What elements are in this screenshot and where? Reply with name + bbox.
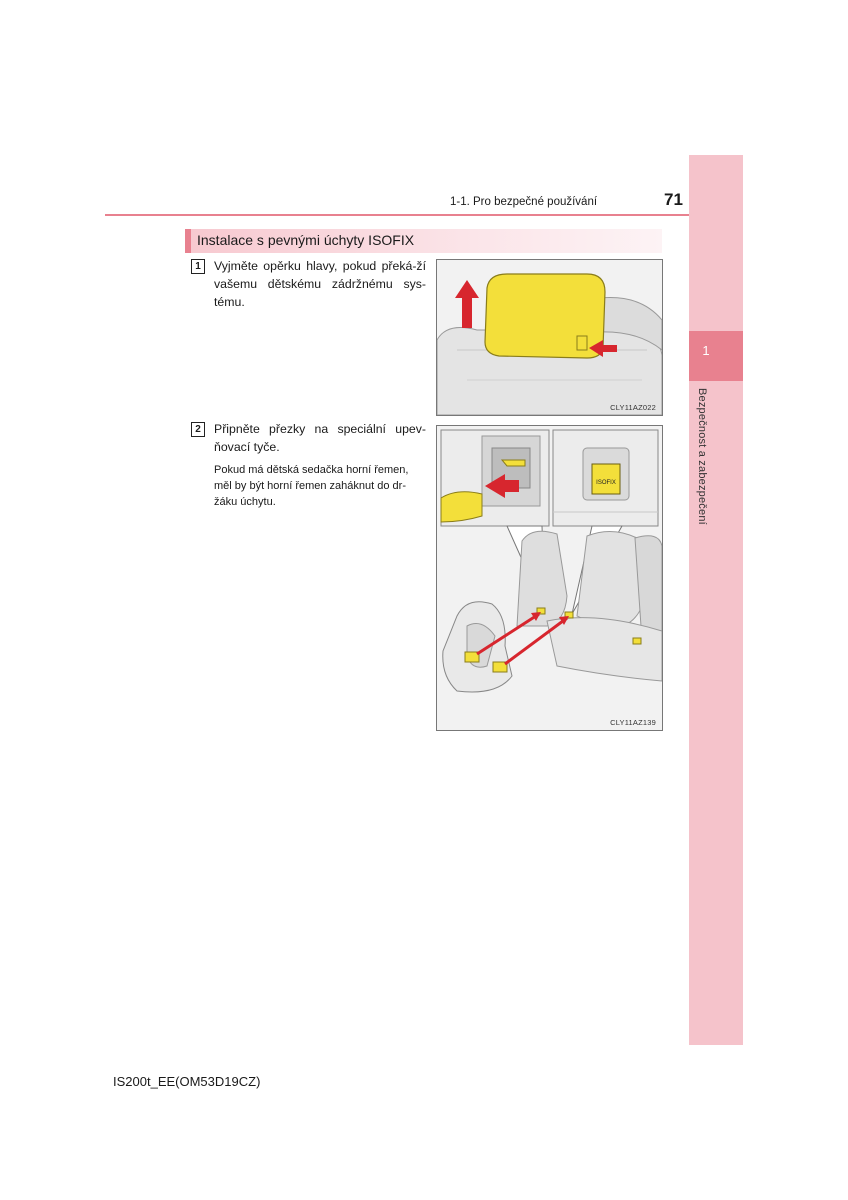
figure-2-code: CLY11AZ139 xyxy=(610,718,656,727)
headrest-illustration xyxy=(437,260,662,415)
step-2-text: Připněte přezky na speciální upev-ňovací tyče. xyxy=(214,422,426,454)
header-section-title: 1-1. Pro bezpečné používání xyxy=(450,196,598,208)
section-title: Instalace s pevnými úchyty ISOFIX xyxy=(197,232,415,248)
isofix-illustration xyxy=(437,426,662,730)
footer-model-code: IS200t_EE(OM53D19CZ) xyxy=(113,1074,261,1089)
header-divider xyxy=(105,214,689,216)
chapter-title: Bezpečnost a zabezpečení xyxy=(696,388,708,525)
isofix-symbol-label: ISOFIX xyxy=(596,480,616,486)
step-1-number: 1 xyxy=(191,259,205,274)
chapter-number: 1 xyxy=(702,343,710,358)
figure-isofix-attachment xyxy=(436,425,663,731)
step-2-number: 2 xyxy=(191,422,205,437)
section-title-bar xyxy=(185,229,662,253)
step-1-text: Vyjměte opěrku hlavy, pokud překá-ží vašemu dětskému zádržnému sys-tému. xyxy=(214,259,426,309)
step-2-note: Pokud má dětská sedačka horní řemen, měl by být horní řemen zaháknut do dr-žáku úchytu. xyxy=(214,464,409,508)
chapter-side-tab xyxy=(689,155,743,1045)
page-number: 71 xyxy=(664,190,683,209)
figure-1-code: CLY11AZ022 xyxy=(610,403,656,412)
figure-headrest-removal xyxy=(436,259,663,416)
